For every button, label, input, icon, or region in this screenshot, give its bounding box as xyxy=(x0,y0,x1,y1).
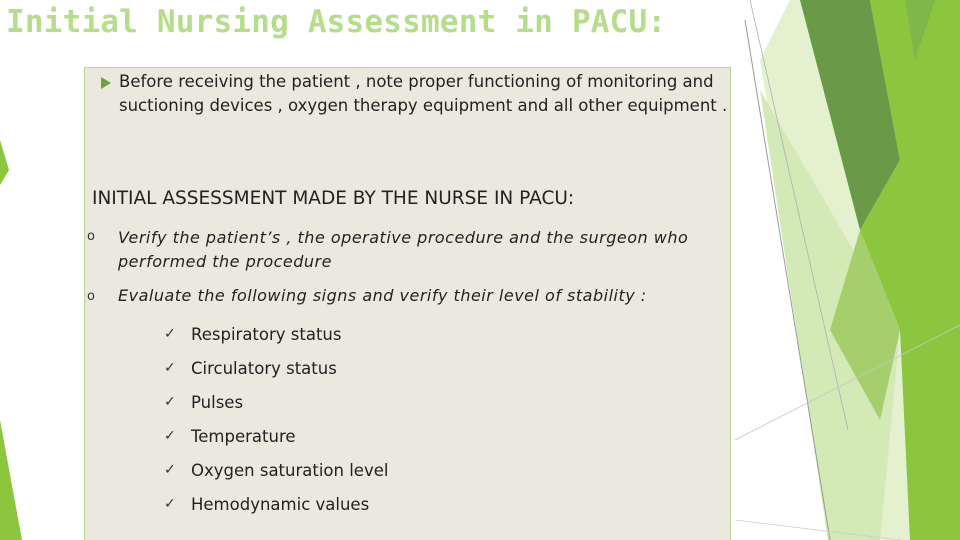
list-item xyxy=(164,385,388,419)
checkmark-icon: ✓ xyxy=(164,496,176,512)
checkmark-icon: ✓ xyxy=(164,326,176,342)
checklist-item-label: Pulses xyxy=(191,392,244,412)
checkmark-icon: ✓ xyxy=(164,360,176,376)
checkmark-icon: ✓ xyxy=(164,462,176,478)
checklist-item-label: Oxygen saturation level xyxy=(191,460,389,480)
slide-title: Initial Nursing Assessment in PACU: xyxy=(6,4,667,40)
list-item xyxy=(164,317,388,351)
checklist-item-label: Hemodynamic values xyxy=(191,494,370,514)
list-item xyxy=(164,487,388,521)
section-heading: INITIAL ASSESSMENT MADE BY THE NURSE IN PACU: xyxy=(92,188,575,209)
hollow-circle-icon: o xyxy=(87,229,95,244)
checkmark-icon: ✓ xyxy=(164,428,176,444)
list-item xyxy=(164,419,388,453)
list-item xyxy=(164,453,388,487)
evaluate-point-text: Evaluate the following signs and verify their level of stability : xyxy=(118,286,647,305)
verify-point-text: Verify the patient’s , the operative procedure and the surgeon who performed the procedure xyxy=(118,228,689,271)
checklist-item-label: Respiratory status xyxy=(191,324,342,344)
filled-triangle-icon xyxy=(100,77,112,89)
left-bottom-accent-shape xyxy=(0,420,22,540)
checklist-item-label: Temperature xyxy=(191,426,296,446)
hollow-circle-icon: o xyxy=(87,289,95,304)
vital-signs-checklist xyxy=(164,317,388,521)
left-accent-shape xyxy=(0,140,9,185)
intro-text: Before receiving the patient , note proper functioning of monitoring and suctioning devices , oxygen therapy equipment and all other equipment . xyxy=(119,72,728,115)
list-item xyxy=(164,351,388,385)
checkmark-icon: ✓ xyxy=(164,394,176,410)
checklist-item-label: Circulatory status xyxy=(191,358,337,378)
